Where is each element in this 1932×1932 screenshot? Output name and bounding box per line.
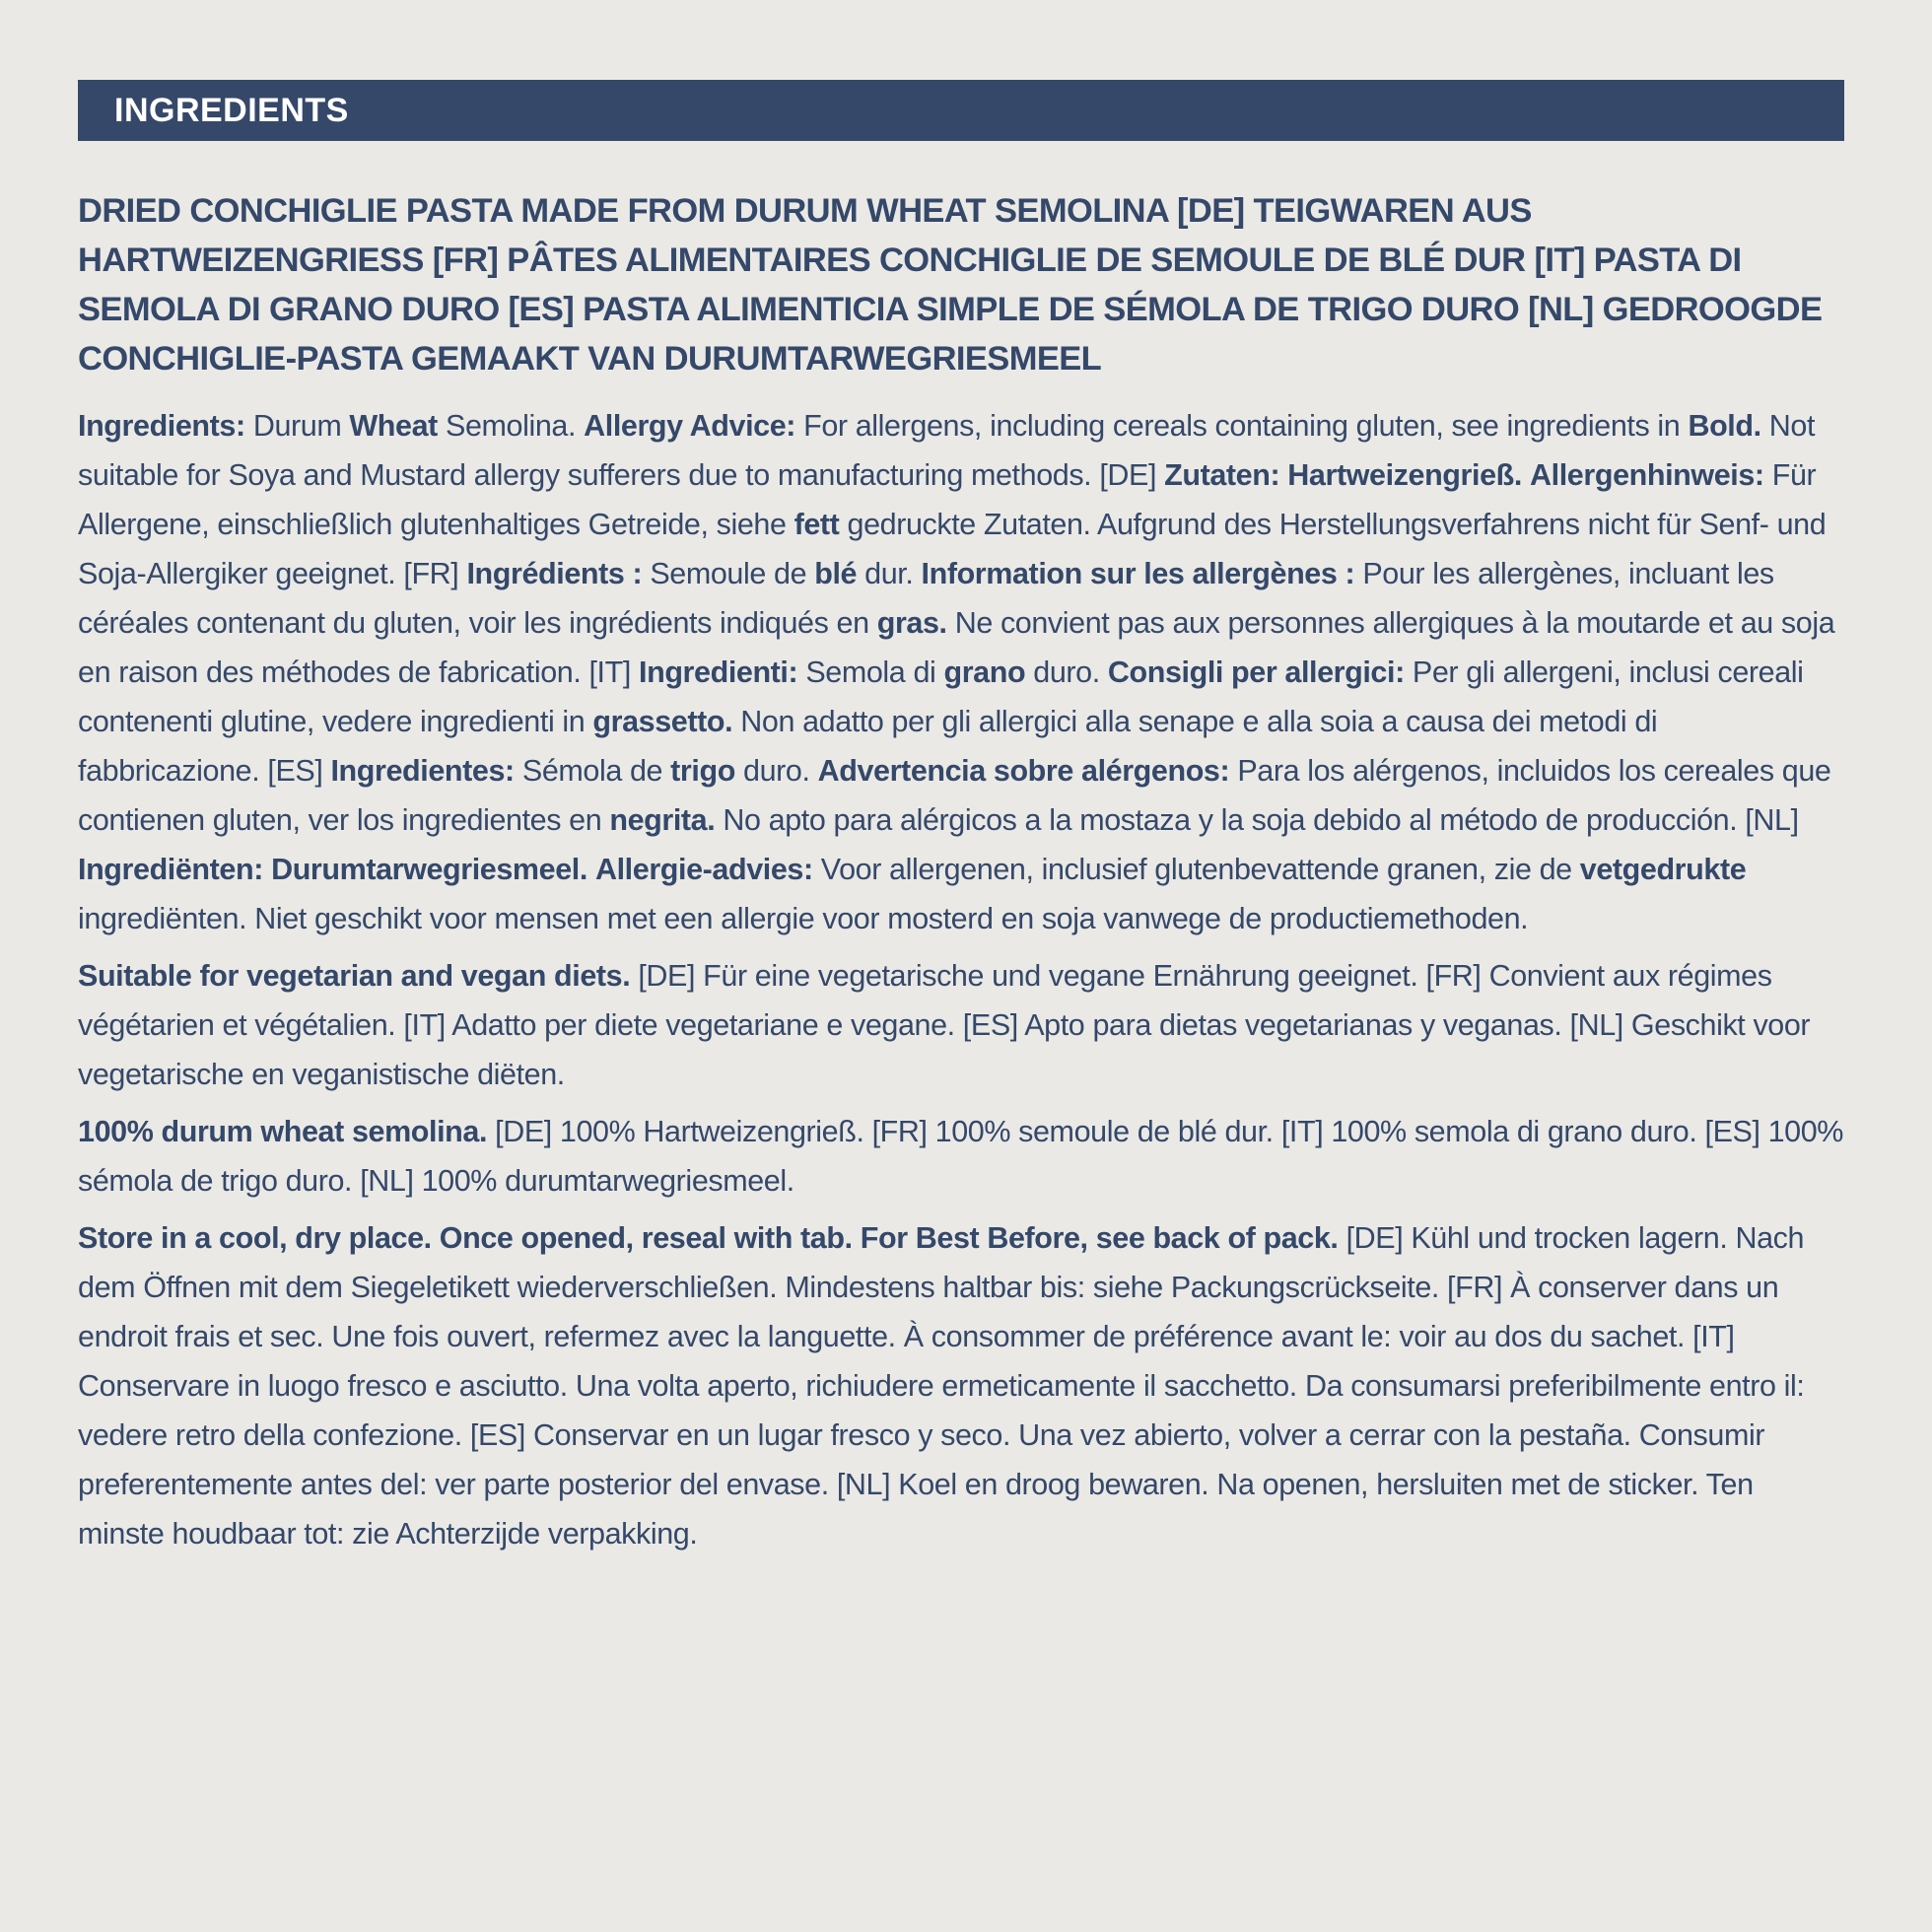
bold-word: Bold. [1688,409,1761,443]
text-span: duro. [734,754,818,788]
text-span: Sémola de [514,754,671,788]
text-span: Not suitable for Soya and Mustard allergy sufferers due to manufacturing methods. [DE] [78,409,1816,492]
text-span: [DE] Kühl und trocken lagern. Nach dem Öffnen mit dem Siegeletikett wiederverschließen. Mindestens haltbar bis: siehe Packungscrückseite. [FR] À conserver dans un endroit frais et sec. Une fois ouvert, refermez avec la languette. À consommer de préférence avant le: voir au dos du sachet. [IT] Conservare in luogo fresco e asciutto. Una volta aperto, richiudere ermeticamente il sacchetto. Da consumarsi preferibilmente entro il: vedere retro della confezione. [ES] Conservar en un lugar fresco y seco. Una vez abierto, volver a cerrar con la pestaña. Consumir preferentemente antes del: ver parte posterior del envase. [NL] Koel en droog bewaren. Na openen, hersluiten met de sticker. Ten minste houdbaar tot: zie Achterzijde verpakking. [78,1221,1805,1551]
allergy-label-es: Advertencia sobre alérgenos: [817,754,1230,788]
text-span: Semoule de [642,557,815,590]
text-span: Non adatto per gli allergici alla senape e alla soia a causa dei metodi di fabbricazione. [ES] [78,705,1658,788]
allergy-label-fr: Information sur les allergènes : [921,557,1355,590]
bold-word: fett [794,508,840,541]
ingredients-paragraph [78,401,1844,943]
text-span: duro. [1025,656,1108,689]
text-span: Pour les allergènes, incluant les céréales contenant du gluten, voir les ingrédients indiqués en [78,557,1774,640]
text-span [587,853,595,886]
text-span: Ne convient pas aux personnes allergiques à la moutarde et au soja en raison des méthodes de fabrication. [IT] [78,606,1835,689]
ingredients-label-es: Ingredientes: [330,754,515,788]
semolina-paragraph [78,1107,1844,1206]
text-span: Semolina. [437,409,585,443]
ingredients-label-fr: Ingrédients : [466,557,643,590]
text-span: ingrediënten. Niet geschikt voor mensen met een allergie voor mosterd en soja vanwege de productiemethoden. [78,902,1529,935]
text-span: Durum [244,409,350,443]
text-span: Per gli allergeni, inclusi cereali contenenti glutine, vedere ingredienti in [78,656,1804,738]
text-span [1522,458,1530,492]
diet-suitability-label: Suitable for vegetarian and vegan diets. [78,959,631,993]
text-span: [DE] Für eine vegetarische und vegane Ernährung geeignet. [FR] Convient aux régimes végétarien et végétalien. [IT] Adatto per diete vegetariane e vegane. [ES] Apto para dietas vegetarianas y veganas. [NL] Geschikt voor vegetarische en veganistische diëten. [78,959,1811,1091]
allergen-word: trigo [670,754,735,788]
ingredients-label-de: Zutaten: [1164,458,1280,492]
allergy-label-de: Allergenhinweis: [1530,458,1764,492]
semolina-label: 100% durum wheat semolina. [78,1115,488,1148]
product-title: DRIED CONCHIGLIE PASTA MADE FROM DURUM WHEAT SEMOLINA [DE] TEIGWAREN AUS HARTWEIZENGRIESS [FR] PÂTES ALIMENTAIRES CONCHIGLIE DE SEMOULE DE BLÉ DUR [IT] PASTA DI SEMOLA DI GRANO DURO [ES] PASTA ALIMENTICIA SIMPLE DE SÉMOLA DE TRIGO DURO [NL] GEDROOGDE CONCHIGLIE-PASTA GEMAAKT VAN DURUMTARWEGRIESMEEL [78,192,1823,378]
ingredients-label-nl: Ingrediënten: [78,853,263,886]
text-span: gedruckte Zutaten. Aufgrund des Herstellungsverfahrens nicht für Senf- und Soja-Allergiker geeignet. [FR] [78,508,1827,590]
diet-suitability-paragraph [78,951,1844,1099]
storage-paragraph [78,1213,1844,1558]
text-span: No apto para alérgicos a la mostaza y la soja debido al método de producción. [NL] [715,803,1799,837]
allergen-word: grano [943,656,1026,689]
text-span: [DE] 100% Hartweizengrieß. [FR] 100% semoule de blé dur. [IT] 100% semola di grano duro. [ES] 100% sémola de trigo duro. [NL] 100% durumtarwegriesmeel. [78,1115,1844,1198]
bold-word: grassetto. [592,705,733,738]
allergen-word: Wheat [349,409,438,443]
ingredients-label-it: Ingredienti: [639,656,798,689]
allergy-label-en: Allergy Advice: [584,409,796,443]
text-span: Semola di [797,656,944,689]
allergen-word: Durumtarwegriesmeel. [271,853,587,886]
allergy-label-nl: Allergie-advies: [594,853,813,886]
section-header-title: INGREDIENTS [114,91,349,129]
storage-label: Store in a cool, dry place. Once opened, reseal with tab. For Best Before, see back of pack. [78,1221,1339,1255]
ingredients-label-en: Ingredients: [78,409,245,443]
section-header-bar [78,80,1844,141]
allergy-label-it: Consigli per allergici: [1107,656,1405,689]
text-span: Voor allergenen, inclusief glutenbevattende granen, zie de [812,853,1580,886]
text-span [263,853,271,886]
text-span: Para los alérgenos, incluidos los cereales que contienen gluten, ver los ingredientes en [78,754,1831,837]
text-span: Für Allergene, einschließlich glutenhaltiges Getreide, siehe [78,458,1817,541]
text-span: For allergens, including cereals containing gluten, see ingredients in [795,409,1689,443]
bold-word: gras. [876,606,947,640]
allergen-word: blé [814,557,858,590]
bold-word: vetgedrukte [1579,853,1747,886]
text-span: dur. [857,557,922,590]
bold-word: negrita. [609,803,716,837]
ingredients-panel [78,80,1844,1558]
allergen-word: Hartweizengrieß. [1287,458,1522,492]
